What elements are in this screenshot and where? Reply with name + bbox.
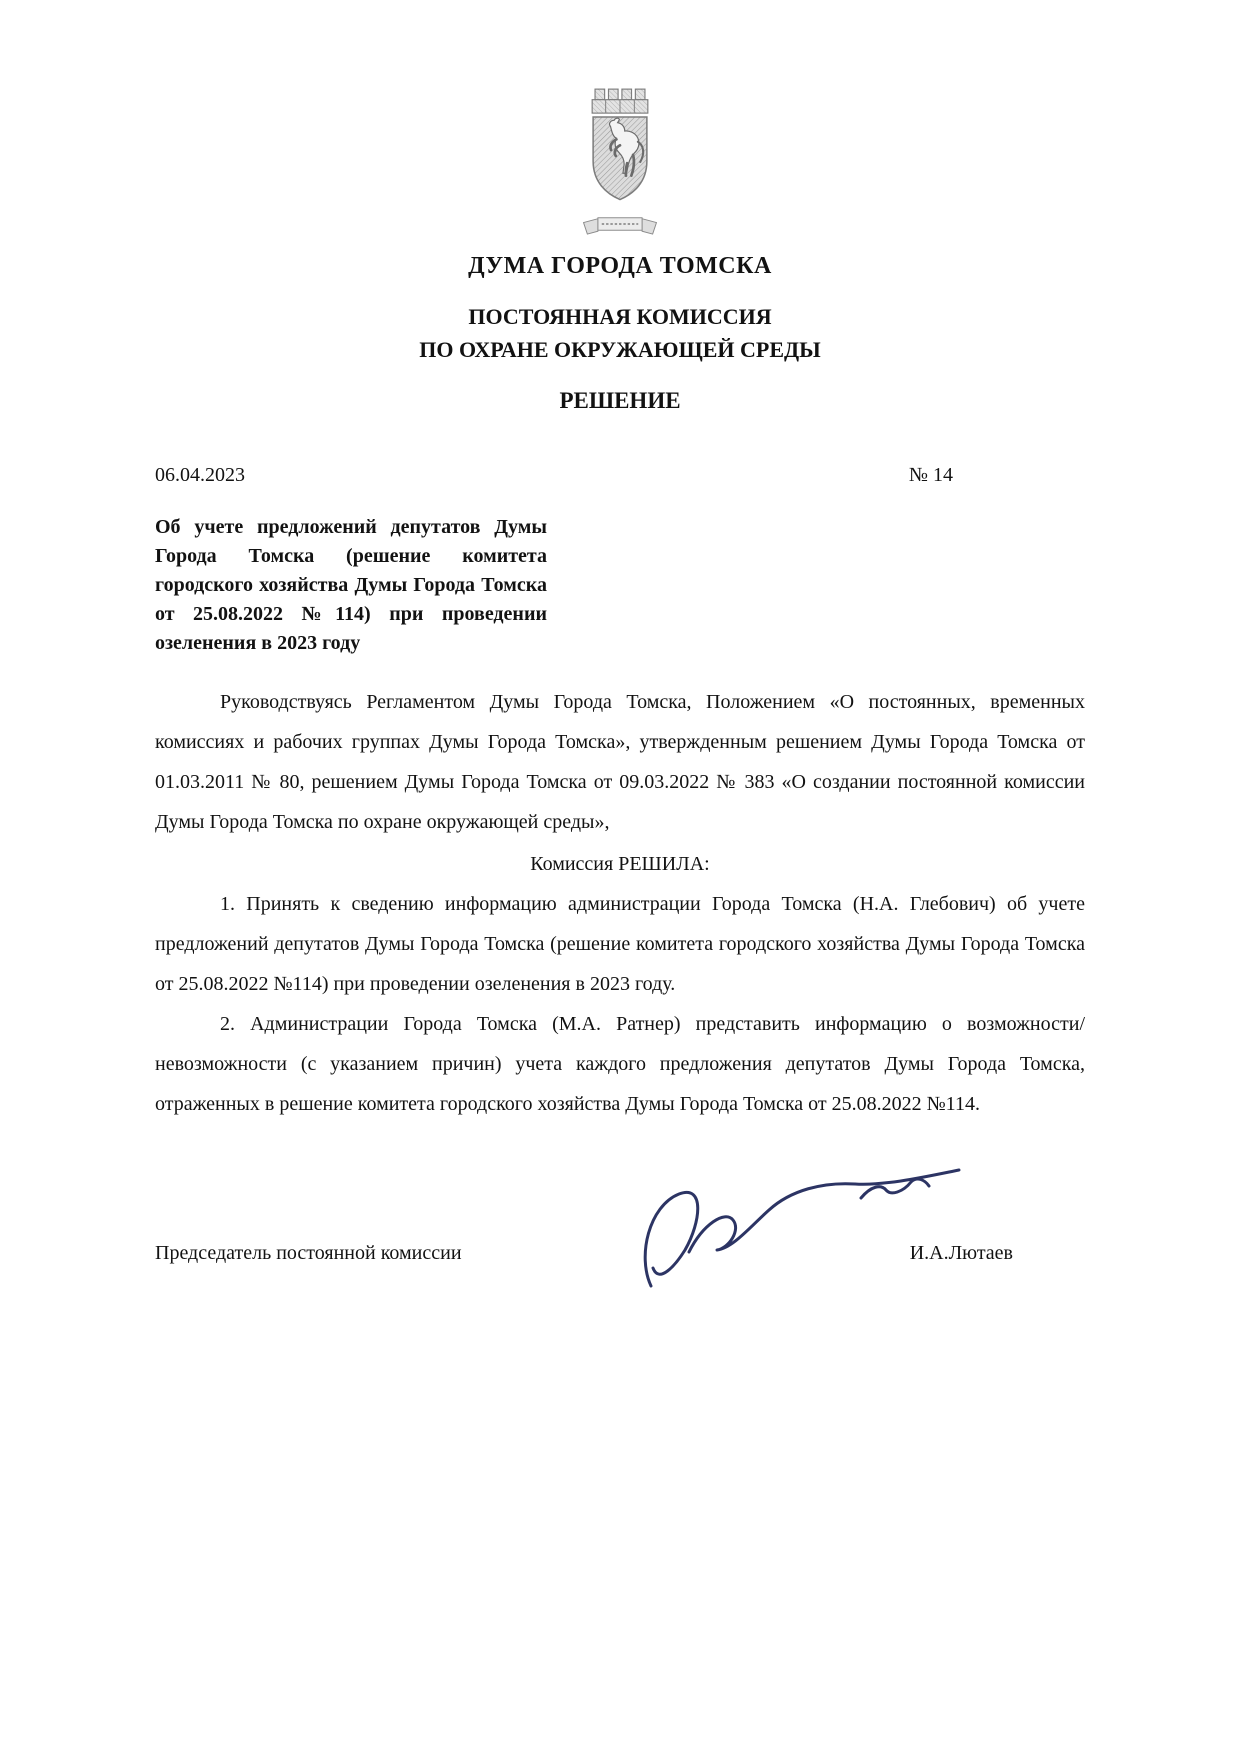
resolution-heading: Комиссия РЕШИЛА: xyxy=(530,853,710,875)
preamble-paragraph: Руководствуясь Регламентом Думы Города Томска, Положением «О постоянных, временных комиссиях и рабочих группах Думы Города Томска», утвержденным решением Думы Города Томска от 01.03.2011 № 80, решением Думы Города Томска от 09.03.2022 № 383 «О создании постоянной комиссии Думы Города Томска по охране окружающей среды», xyxy=(155,691,1085,833)
org-title: ДУМА ГОРОДА ТОМСКА xyxy=(468,253,772,279)
commission-line2: ПО ОХРАНЕ ОКРУЖАЮЩЕЙ СРЕДЫ xyxy=(419,337,821,362)
doc-type: РЕШЕНИЕ xyxy=(559,388,681,413)
ribbon xyxy=(584,218,657,234)
coat-of-arms xyxy=(155,85,1085,243)
doc-date: 06.04.2023 xyxy=(155,464,245,486)
resolution-item-1: 1. Принять к сведению информацию администрации Города Томска (Н.А. Глебович) об учете предложений депутатов Думы Города Томска (решение комитета городского хозяйства Думы Города Томска от 25.08.2022 №114) при проведении озеленения в 2023 году. xyxy=(155,893,1085,995)
date-number-row xyxy=(155,464,1085,487)
tomsk-coat-of-arms-icon xyxy=(572,85,668,243)
signature-role: Председатель постоянной комиссии xyxy=(155,1242,462,1264)
subject-block: Об учете предложений депутатов Думы Города Томска (решение комитета городского хозяйства Думы Города Томска от 25.08.2022 №114) при проведении озеленения в 2023 году xyxy=(155,516,547,654)
handwritten-signature-icon xyxy=(623,1160,1003,1300)
commission-line1: ПОСТОЯННАЯ КОМИССИЯ xyxy=(468,304,772,329)
signature-name: И.А.Лютаев xyxy=(909,1242,1013,1264)
mural-crown xyxy=(592,89,648,113)
signature-block xyxy=(155,1242,1085,1265)
commission-title xyxy=(155,300,1085,366)
resolution-item-2: 2. Администрации Города Томска (М.А. Ратнер) представить информацию о возможности/невозможности (с указанием причин) учета каждого предложения депутатов Думы Города Томска, отраженных в решение комитета городского хозяйства Думы Города Томска от 25.08.2022 №114. xyxy=(155,1013,1085,1115)
doc-number: № 14 xyxy=(908,464,953,486)
